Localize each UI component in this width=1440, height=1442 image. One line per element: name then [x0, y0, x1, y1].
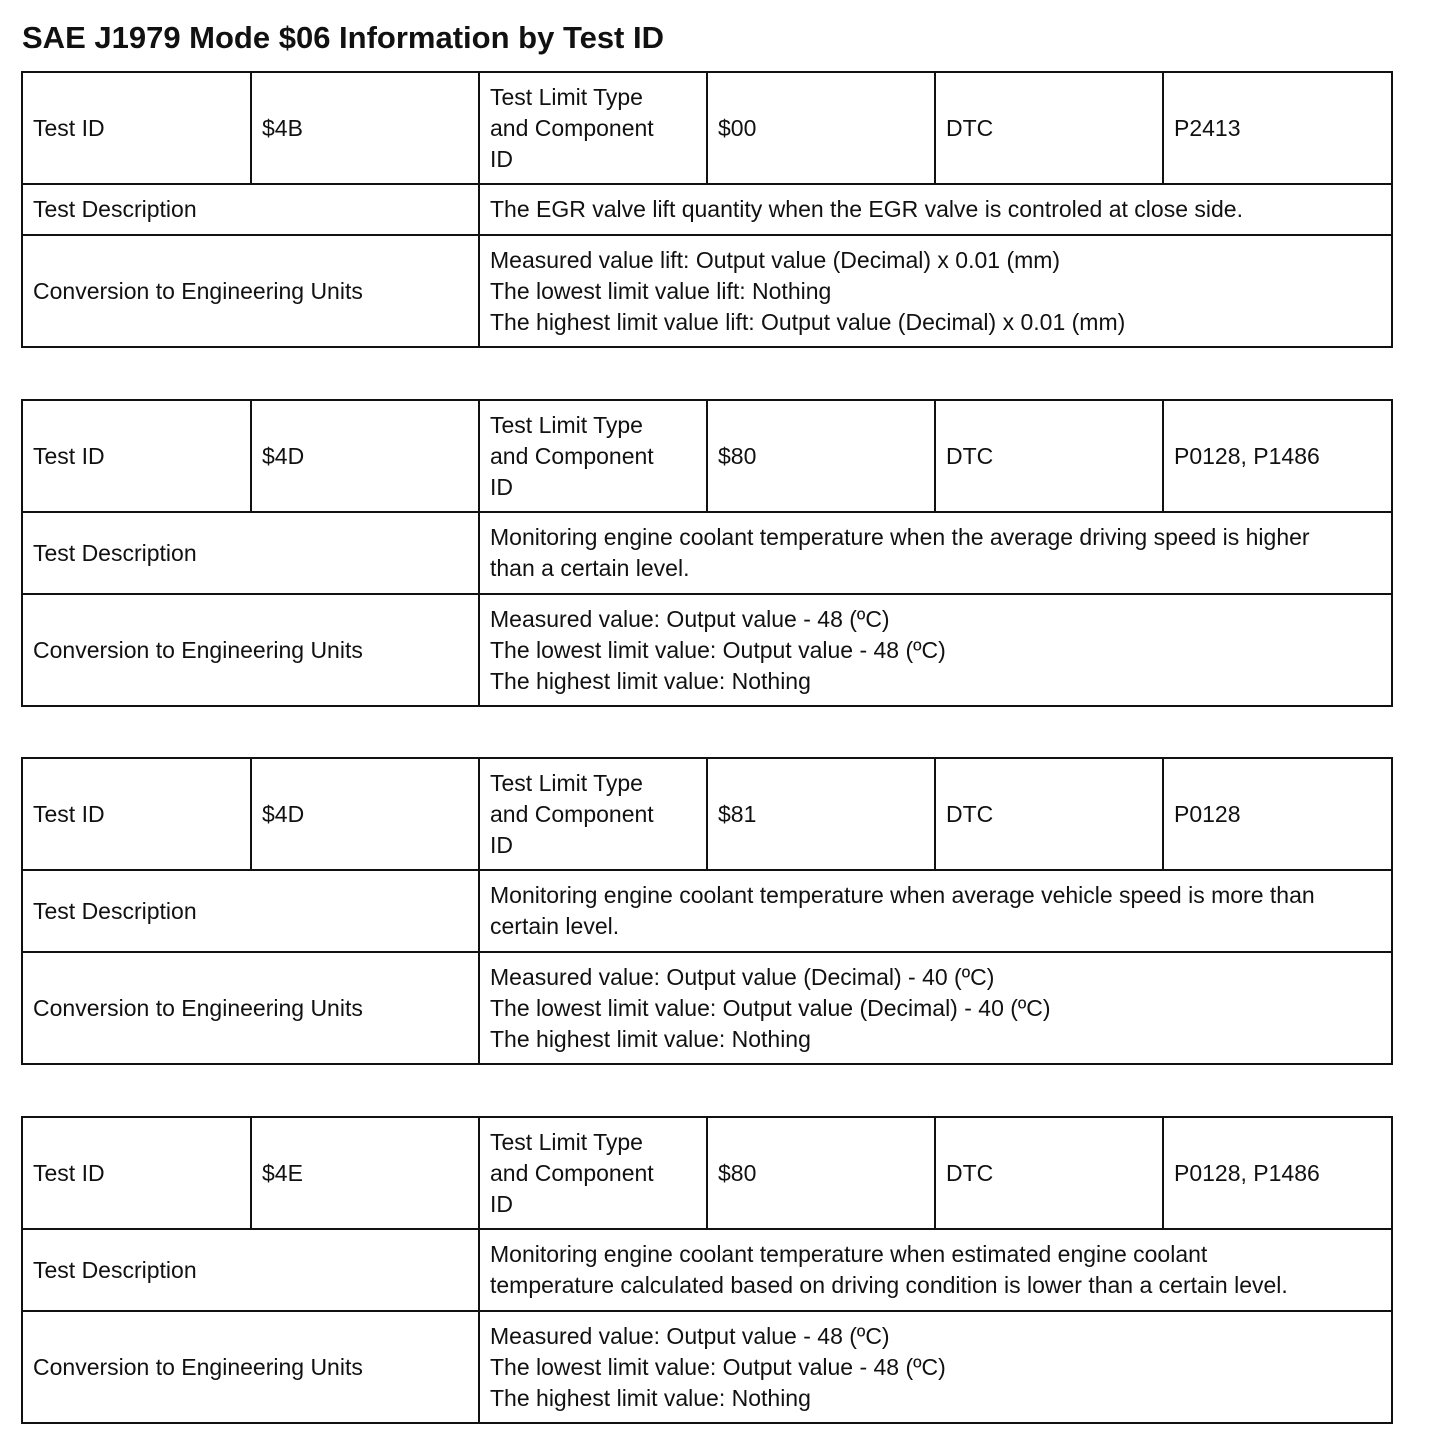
conversion-row [22, 235, 1392, 347]
conversion-row [22, 952, 1392, 1064]
table-header-row [22, 72, 1392, 184]
dtc-value: P2413 [1163, 72, 1392, 184]
conversion-label: Conversion to Engineering Units [22, 594, 479, 706]
table-header-row [22, 758, 1392, 870]
test-id-label: Test ID [22, 758, 251, 870]
conversion-row [22, 594, 1392, 706]
conversion-value: Measured value: Output value - 48 (ºC) The lowest limit value: Output value - 48 (ºC) The highest limit value: Nothing [479, 1311, 1392, 1423]
limit-component-id-value: $80 [707, 400, 935, 512]
dtc-value: P0128 [1163, 758, 1392, 870]
dtc-value: P0128, P1486 [1163, 400, 1392, 512]
test-id-table [21, 1116, 1393, 1424]
conversion-label: Conversion to Engineering Units [22, 952, 479, 1064]
dtc-value: P0128, P1486 [1163, 1117, 1392, 1229]
limit-type-label: Test Limit Type and Component ID [479, 400, 707, 512]
conversion-label: Conversion to Engineering Units [22, 235, 479, 347]
limit-component-id-value: $00 [707, 72, 935, 184]
test-id-value: $4D [251, 400, 479, 512]
test-id-value: $4B [251, 72, 479, 184]
test-id-label: Test ID [22, 72, 251, 184]
limit-component-id-value: $80 [707, 1117, 935, 1229]
description-row [22, 870, 1392, 952]
test-description-value: Monitoring engine coolant temperature when the average driving speed is higher than a certain level. [479, 512, 1392, 594]
test-description-value: The EGR valve lift quantity when the EGR valve is controled at close side. [479, 184, 1392, 235]
test-id-value: $4D [251, 758, 479, 870]
limit-type-label: Test Limit Type and Component ID [479, 758, 707, 870]
page-title: SAE J1979 Mode $06 Information by Test ID [22, 20, 664, 55]
limit-type-label: Test Limit Type and Component ID [479, 1117, 707, 1229]
test-description-label: Test Description [22, 870, 479, 952]
test-id-label: Test ID [22, 1117, 251, 1229]
dtc-label: DTC [935, 72, 1163, 184]
conversion-value: Measured value: Output value - 48 (ºC) The lowest limit value: Output value - 48 (ºC) The highest limit value: Nothing [479, 594, 1392, 706]
conversion-label: Conversion to Engineering Units [22, 1311, 479, 1423]
conversion-value: Measured value: Output value (Decimal) - 40 (ºC) The lowest limit value: Output value (Decimal) - 40 (ºC) The highest limit value: Nothing [479, 952, 1392, 1064]
table-header-row [22, 400, 1392, 512]
test-description-value: Monitoring engine coolant temperature when average vehicle speed is more than certain level. [479, 870, 1392, 952]
test-id-table [21, 399, 1393, 707]
test-id-table [21, 757, 1393, 1065]
description-row [22, 184, 1392, 235]
dtc-label: DTC [935, 1117, 1163, 1229]
description-row [22, 1229, 1392, 1311]
dtc-label: DTC [935, 400, 1163, 512]
test-id-label: Test ID [22, 400, 251, 512]
limit-type-label: Test Limit Type and Component ID [479, 72, 707, 184]
conversion-row [22, 1311, 1392, 1423]
test-description-label: Test Description [22, 1229, 479, 1311]
conversion-value: Measured value lift: Output value (Decimal) x 0.01 (mm) The lowest limit value lift: Nothing The highest limit value lift: Output value (Decimal) x 0.01 (mm) [479, 235, 1392, 347]
test-description-value: Monitoring engine coolant temperature when estimated engine coolant temperature calculated based on driving condition is lower than a certain level. [479, 1229, 1392, 1311]
test-description-label: Test Description [22, 512, 479, 594]
test-description-label: Test Description [22, 184, 479, 235]
table-header-row [22, 1117, 1392, 1229]
dtc-label: DTC [935, 758, 1163, 870]
test-id-value: $4E [251, 1117, 479, 1229]
description-row [22, 512, 1392, 594]
test-id-table [21, 71, 1393, 348]
limit-component-id-value: $81 [707, 758, 935, 870]
